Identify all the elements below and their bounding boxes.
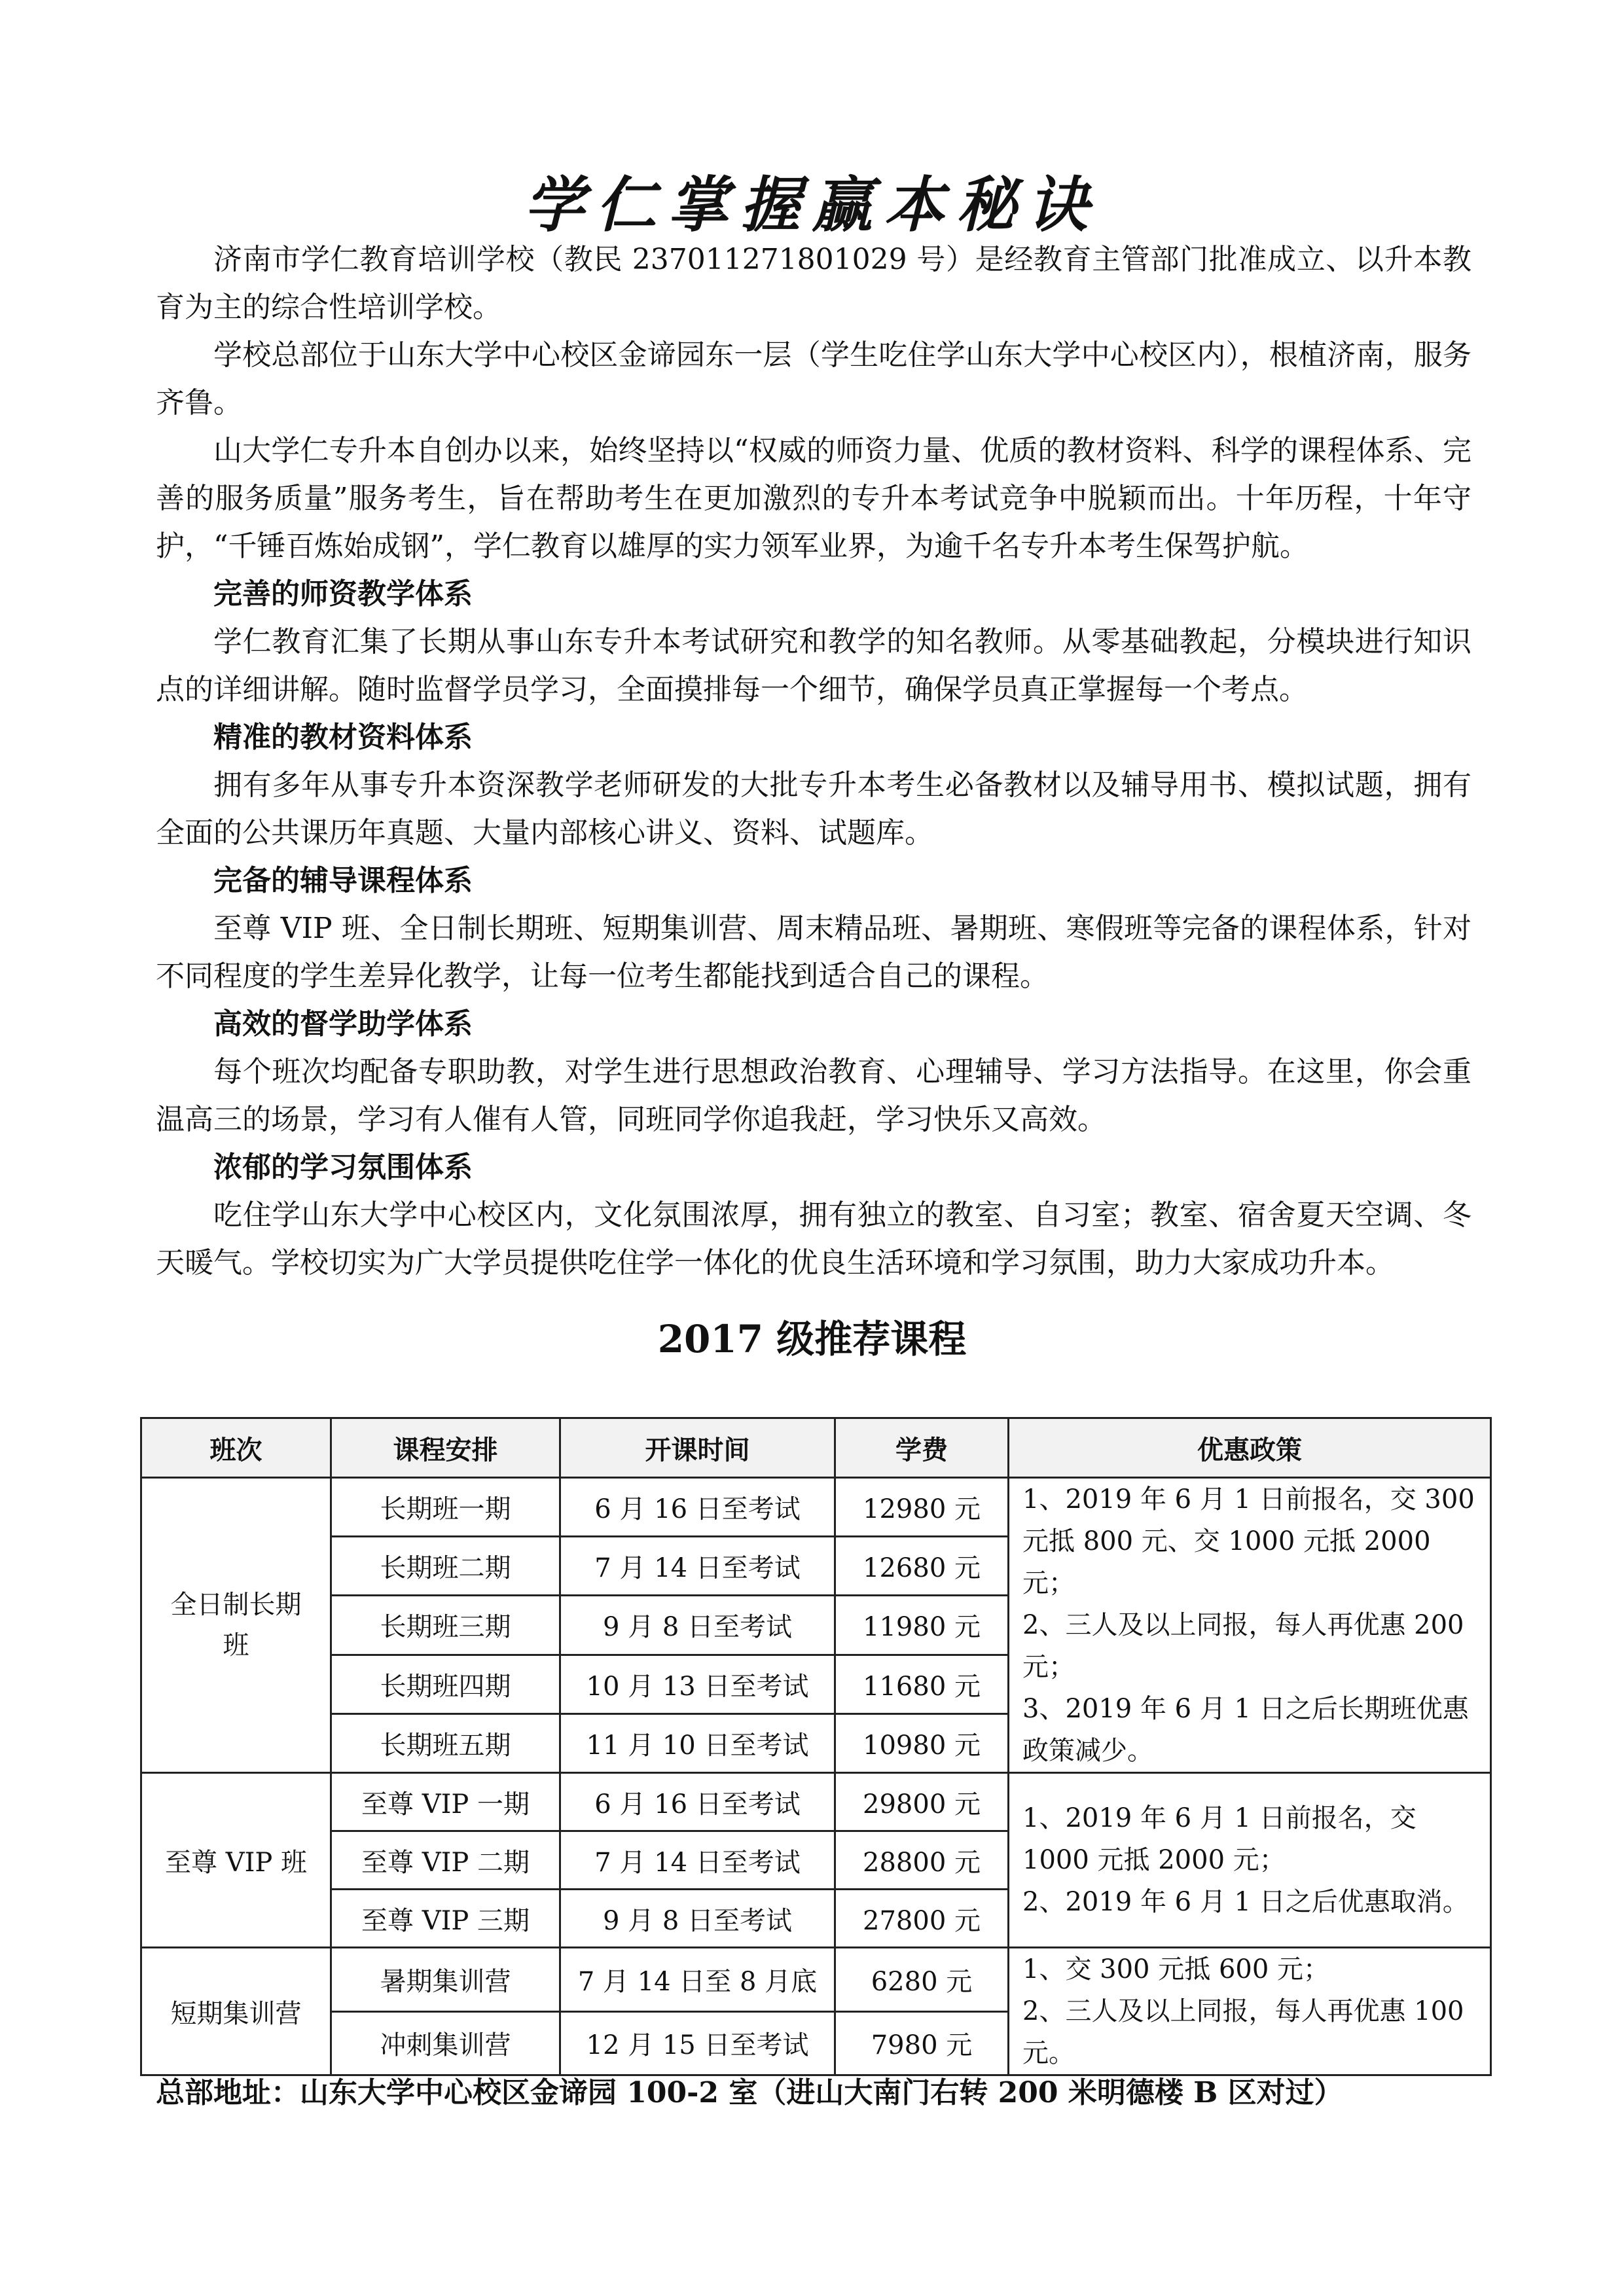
schedule-cell: 长期班一期 (331, 1478, 560, 1537)
policy-line: 3、2019 年 6 月 1 日之后长期班优惠政策减少。 (1022, 1694, 1469, 1766)
tuition-cell: 11980 元 (835, 1596, 1009, 1655)
policy-line: 1、交 300 元抵 600 元； (1022, 1954, 1330, 1984)
section-heading: 完善的师资教学体系 (213, 577, 473, 611)
schedule-cell: 长期班五期 (331, 1713, 560, 1772)
tuition-cell: 10980 元 (835, 1713, 1009, 1772)
table-row (141, 1948, 1491, 2012)
policy-line: 2、三人及以上同报，每人再优惠 100 元。 (1022, 1996, 1464, 2068)
start-time-cell: 12 月 15 日至考试 (560, 2011, 835, 2075)
schedule-cell: 长期班二期 (331, 1537, 560, 1596)
section-text: 拥有多年从事专升本资深教学老师研发的大批专升本考生必备教材以及辅导用书、模拟试题，拥有全面的公共课历年真题、大量内部核心讲义、资料、试题库。 (156, 768, 1471, 850)
schedule-cell: 长期班三期 (331, 1596, 560, 1655)
intro-paragraph: 济南市学仁教育培训学校（教民 237011271801029 号）是经教育主管部门批准成立、以升本教育为主的综合性培训学校。 (156, 243, 1471, 324)
discount-policy-cell (1009, 1773, 1491, 1948)
header-schedule: 课程安排 (331, 1418, 560, 1478)
start-time-cell: 7 月 14 日至考试 (560, 1831, 835, 1890)
section-text: 每个班次均配备专职助教，对学生进行思想政治教育、心理辅导、学习方法指导。在这里，你会重温高三的场景，学习有人催有人管，同班同学你追我赶，学习快乐又高效。 (156, 1055, 1471, 1136)
table-header-row (141, 1418, 1491, 1478)
tuition-cell: 12680 元 (835, 1537, 1009, 1596)
start-time-cell: 7 月 14 日至考试 (560, 1537, 835, 1596)
start-time-cell: 7 月 14 日至 8 月底 (560, 1948, 835, 2012)
start-time-cell: 11 月 10 日至考试 (560, 1713, 835, 1772)
policy-line: 2、2019 年 6 月 1 日之后优惠取消。 (1022, 1887, 1469, 1917)
section-text: 学仁教育汇集了长期从事山东专升本考试研究和教学的知名教师。从零基础教起，分模块进行知识点的详细讲解。随时监督学员学习，全面摸排每一个细节，确保学员真正掌握每一个考点。 (156, 625, 1471, 706)
discount-policy-cell (1009, 1948, 1491, 2075)
section-text: 吃住学山东大学中心校区内，文化氛围浓厚，拥有独立的教室、自习室；教室、宿舍夏天空调、冬天暖气。学校切实为广大学员提供吃住学一体化的优良生活环境和学习氛围，助力大家成功升本。 (156, 1198, 1471, 1280)
section-heading: 浓郁的学习氛围体系 (213, 1151, 473, 1184)
tuition-cell: 6280 元 (835, 1948, 1009, 2012)
tuition-cell: 29800 元 (835, 1773, 1009, 1831)
courses-title: 2017 级推荐课程 (657, 1317, 967, 1361)
schedule-cell: 暑期集训营 (331, 1948, 560, 2012)
table-row (141, 1478, 1491, 1537)
tuition-cell: 28800 元 (835, 1831, 1009, 1890)
schedule-cell: 至尊 VIP 三期 (331, 1890, 560, 1948)
header-tuition: 学费 (835, 1418, 1009, 1478)
start-time-cell: 9 月 8 日至考试 (560, 1596, 835, 1655)
tuition-cell: 12980 元 (835, 1478, 1009, 1537)
start-time-cell: 9 月 8 日至考试 (560, 1890, 835, 1948)
headquarters-address: 总部地址：山东大学中心校区金谛园 100-2 室（进山大南门右转 200 米明德楼 B 区对过） (156, 2076, 1343, 2109)
schedule-cell: 冲刺集训营 (331, 2011, 560, 2075)
policy-line: 1、2019 年 6 月 1 日前报名，交 1000 元抵 2000 元； (1022, 1803, 1416, 1875)
intro-body (156, 236, 1471, 1287)
section-text: 至尊 VIP 班、全日制长期班、短期集训营、周末精品班、暑期班、寒假班等完备的课程体系，针对不同程度的学生差异化教学，让每一位考生都能找到适合自己的课程。 (156, 912, 1471, 993)
table-row (141, 1773, 1491, 1831)
discount-policy-cell (1009, 1478, 1491, 1773)
class-name-cell: 全日制长期班 (141, 1478, 331, 1773)
header-discount: 优惠政策 (1009, 1418, 1491, 1478)
section-heading: 精准的教材资料体系 (213, 721, 473, 754)
start-time-cell: 6 月 16 日至考试 (560, 1478, 835, 1537)
intro-paragraph: 学校总部位于山东大学中心校区金谛园东一层（学生吃住学山东大学中心校区内），根植济南，服务齐鲁。 (156, 338, 1471, 420)
schedule-cell: 长期班四期 (331, 1655, 560, 1713)
schedule-cell: 至尊 VIP 一期 (331, 1773, 560, 1831)
section-heading: 完备的辅导课程体系 (213, 864, 473, 897)
start-time-cell: 6 月 16 日至考试 (560, 1773, 835, 1831)
start-time-cell: 10 月 13 日至考试 (560, 1655, 835, 1713)
page-title: 学仁掌握赢本秘诀 (524, 170, 1100, 240)
section-heading: 高效的督学助学体系 (213, 1007, 473, 1041)
tuition-cell: 7980 元 (835, 2011, 1009, 2075)
policy-line: 2、三人及以上同报，每人再优惠 200 元； (1022, 1610, 1464, 1682)
policy-line: 1、2019 年 6 月 1 日前报名，交 300 元抵 800 元、交 1000 元抵 2000 元； (1022, 1484, 1475, 1598)
tuition-cell: 11680 元 (835, 1655, 1009, 1713)
class-name-cell: 短期集训营 (141, 1948, 331, 2075)
class-name-cell: 至尊 VIP 班 (141, 1773, 331, 1948)
intro-paragraph: 山大学仁专升本自创办以来，始终坚持以“权威的师资力量、优质的教材资料、科学的课程体系、完善的服务质量”服务考生，旨在帮助考生在更加激烈的专升本考试竞争中脱颖而出。十年历程，十年守护，“千锤百炼始成钢”，学仁教育以雄厚的实力领军业界，为逾千名专升本考生保驾护航。 (156, 434, 1471, 563)
tuition-cell: 27800 元 (835, 1890, 1009, 1948)
header-class: 班次 (141, 1418, 331, 1478)
schedule-cell: 至尊 VIP 二期 (331, 1831, 560, 1890)
courses-table (140, 1417, 1492, 2076)
header-start-time: 开课时间 (560, 1418, 835, 1478)
